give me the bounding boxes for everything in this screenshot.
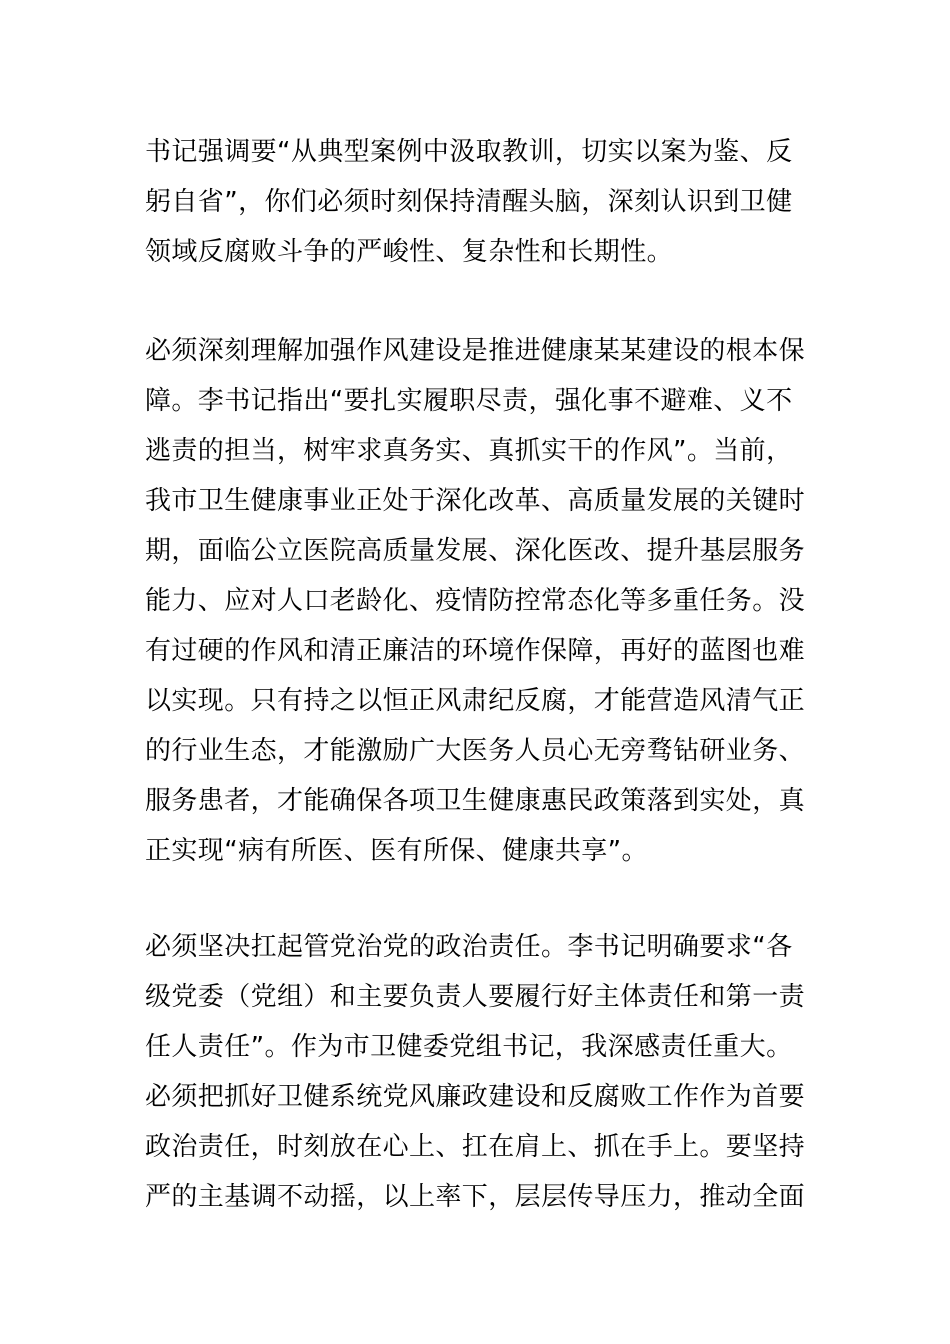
text-line: 任人责任”。作为市卫健委党组书记，我深感责任重大。 xyxy=(145,1032,793,1062)
text-line: 书记强调要“从典型案例中汲取教训，切实以案为鉴、反 xyxy=(145,137,793,167)
text-line: 障。李书记指出“要扎实履职尽责，强化事不避难、义不 xyxy=(145,386,793,416)
text-line: 的行业生态，才能激励广大医务人员心无旁骛钻研业务、 xyxy=(145,736,806,766)
text-line: 级党委（党组）和主要负责人要履行好主体责任和第一责 xyxy=(145,982,806,1012)
text-line: 服务患者，才能确保各项卫生健康惠民政策落到实处，真 xyxy=(145,786,806,816)
text-line: 能力、应对人口老龄化、疫情防控常态化等多重任务。没 xyxy=(145,586,806,616)
text-line: 必须深刻理解加强作风建设是推进健康某某建设的根本保 xyxy=(145,336,806,366)
text-line: 期，面临公立医院高质量发展、深化医改、提升基层服务 xyxy=(145,536,806,566)
text-line: 有过硬的作风和清正廉洁的环境作保障，再好的蓝图也难 xyxy=(145,636,806,666)
text-line: 正实现“病有所医、医有所保、健康共享”。 xyxy=(145,836,648,866)
text-line: 我市卫生健康事业正处于深化改革、高质量发展的关键时 xyxy=(145,486,806,516)
text-line: 逃责的担当，树牢求真务实、真抓实干的作风”。当前， xyxy=(145,436,793,466)
text-line: 严的主基调不动摇，以上率下，层层传导压力，推动全面 xyxy=(145,1182,806,1212)
text-line: 政治责任，时刻放在心上、扛在肩上、抓在手上。要坚持 xyxy=(145,1132,806,1162)
text-line: 以实现。只有持之以恒正风肃纪反腐，才能营造风清气正 xyxy=(145,686,806,716)
text-line: 必须坚决扛起管党治党的政治责任。李书记明确要求“各 xyxy=(145,932,793,962)
text-line: 躬自省”，你们必须时刻保持清醒头脑，深刻认识到卫健 xyxy=(145,187,793,217)
text-line: 必须把抓好卫健系统党风廉政建设和反腐败工作作为首要 xyxy=(145,1082,806,1112)
text-line: 领域反腐败斗争的严峻性、复杂性和长期性。 xyxy=(145,237,674,267)
